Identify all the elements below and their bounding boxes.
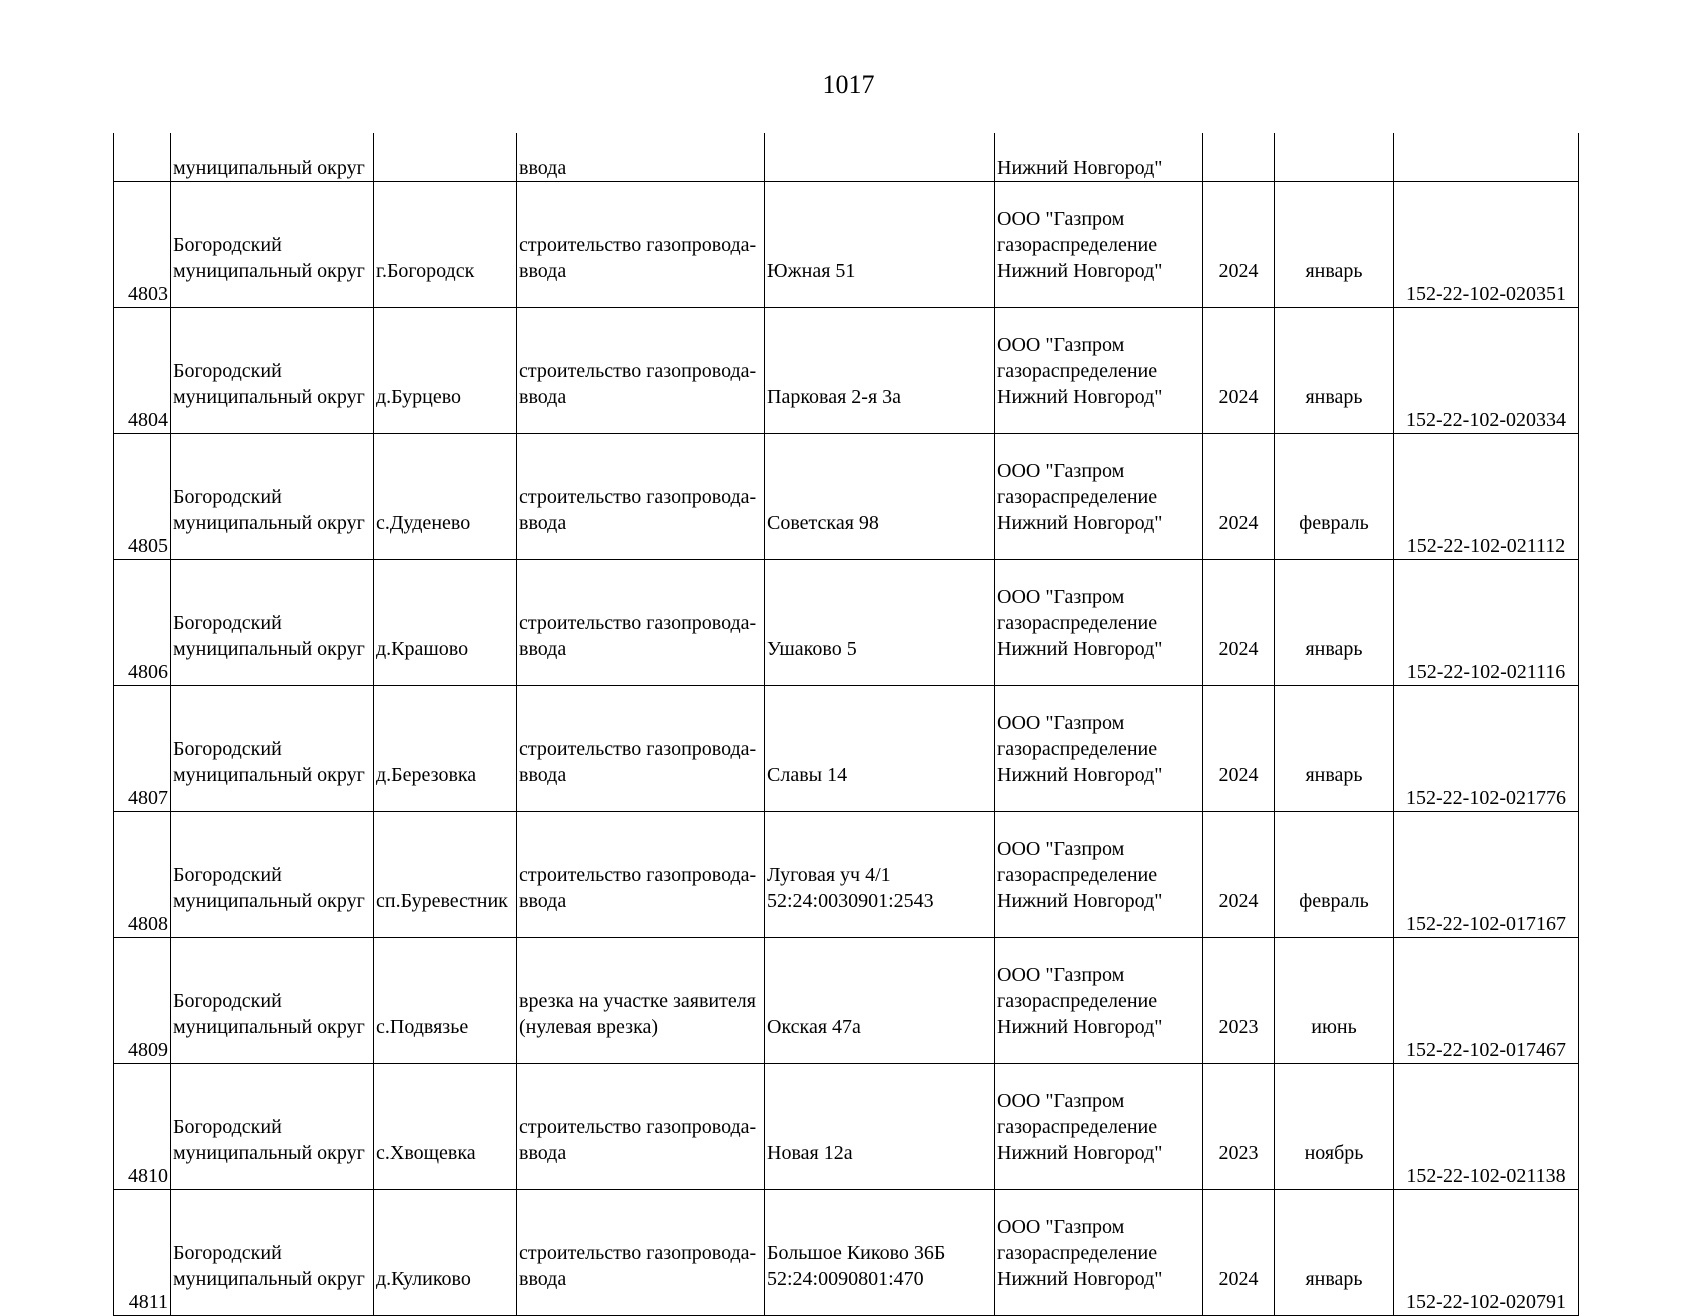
address-line: 52:24:0090801:470 (767, 1268, 924, 1290)
year-value: 2024 (1218, 638, 1259, 660)
cell-num (114, 686, 171, 812)
district-line: Богородский (173, 864, 282, 886)
cell-work (517, 1064, 765, 1190)
cell-org (995, 182, 1203, 308)
cell-year (1203, 434, 1275, 560)
year-value: 2024 (1218, 260, 1259, 282)
cell-code (1394, 434, 1579, 560)
address-line: Славы 14 (767, 764, 848, 786)
org-line: газораспределение (997, 738, 1158, 760)
org-line: газораспределение (997, 234, 1158, 256)
cell-address (765, 182, 995, 308)
org-line: газораспределение (997, 990, 1158, 1012)
cell-org: Нижний Новгород" (995, 133, 1203, 182)
settlement-name: д.Березовка (376, 764, 477, 786)
cell-work (517, 938, 765, 1064)
district-line: муниципальный округ (173, 890, 365, 912)
org-line: Нижний Новгород" (997, 764, 1163, 786)
district-line: Богородский (173, 990, 282, 1012)
row-number: 4808 (128, 913, 168, 935)
work-line: строительство газопровода- (519, 234, 757, 256)
cell-month (1275, 1190, 1394, 1316)
cell-district: муниципальный округ (171, 133, 374, 182)
district-line: Богородский (173, 486, 282, 508)
org-line: ООО "Газпром (997, 586, 1125, 608)
row-number: 4810 (128, 1165, 168, 1187)
month-value: январь (1305, 764, 1363, 786)
district-line: Богородский (173, 1116, 282, 1138)
work-line: ввода (519, 386, 567, 408)
cell-code (1394, 133, 1579, 182)
org-line: газораспределение (997, 612, 1158, 634)
cell-year (1203, 560, 1275, 686)
cell-settlement (374, 1064, 517, 1190)
year-value: 2024 (1218, 512, 1259, 534)
org-line: газораспределение (997, 1116, 1158, 1138)
settlement-name: сп.Буревестник (376, 890, 508, 912)
cell-district (171, 1190, 374, 1316)
month-value: январь (1305, 1268, 1363, 1290)
month-value: ноябрь (1304, 1142, 1364, 1164)
address-line: Окская 47а (767, 1016, 861, 1038)
cell-year (1203, 182, 1275, 308)
cell-settlement (374, 812, 517, 938)
cell-address (765, 1064, 995, 1190)
address-line: Большое Киково 36Б (767, 1242, 946, 1264)
registry-code: 152-22-102-021776 (1406, 787, 1566, 809)
cell-month (1275, 133, 1394, 182)
district-line: Богородский (173, 738, 282, 760)
work-line: ввода (519, 764, 567, 786)
registry-code: 152-22-102-020351 (1406, 283, 1566, 305)
month-value: январь (1305, 386, 1363, 408)
district-line: муниципальный округ (173, 386, 365, 408)
cell-address (765, 1190, 995, 1316)
org-line: Нижний Новгород" (997, 1016, 1163, 1038)
cell-address (765, 434, 995, 560)
cell-num (114, 182, 171, 308)
work-line: строительство газопровода- (519, 1116, 757, 1138)
registry-code: 152-22-102-021112 (1406, 535, 1566, 557)
registry-code: 152-22-102-021138 (1406, 1165, 1566, 1187)
year-value: 2024 (1218, 1268, 1259, 1290)
work-line: ввода (519, 512, 567, 534)
cell-month (1275, 182, 1394, 308)
org-line: газораспределение (997, 486, 1158, 508)
cell-district (171, 560, 374, 686)
district-line: муниципальный округ (173, 1268, 365, 1290)
cell-org (995, 434, 1203, 560)
cell-num (114, 1190, 171, 1316)
org-line: газораспределение (997, 360, 1158, 382)
registry-code: 152-22-102-020791 (1406, 1291, 1566, 1313)
cell-org (995, 1190, 1203, 1316)
cell-district (171, 434, 374, 560)
row-number: 4804 (128, 409, 168, 431)
org-line: ООО "Газпром (997, 208, 1125, 230)
cell-num (114, 812, 171, 938)
cell-code (1394, 182, 1579, 308)
cell-work (517, 686, 765, 812)
cell-year (1203, 938, 1275, 1064)
org-line: Нижний Новгород" (997, 512, 1163, 534)
address-line: Новая 12а (767, 1142, 853, 1164)
cell-district (171, 182, 374, 308)
cell-settlement (374, 560, 517, 686)
district-line: Богородский (173, 612, 282, 634)
row-number: 4807 (128, 787, 168, 809)
continuation-row (114, 133, 1579, 182)
work-line: ввода (519, 260, 567, 282)
org-line: ООО "Газпром (997, 964, 1125, 986)
cell-district (171, 938, 374, 1064)
cell-settlement (374, 133, 517, 182)
settlement-name: с.Хвощевка (376, 1142, 476, 1164)
org-line: Нижний Новгород" (997, 1268, 1163, 1290)
work-line: ввода (519, 1142, 567, 1164)
registry-table (113, 133, 1579, 1316)
work-line: строительство газопровода- (519, 612, 757, 634)
year-value: 2024 (1218, 386, 1259, 408)
registry-code: 152-22-102-017167 (1406, 913, 1566, 935)
cell-num (114, 308, 171, 434)
page-number: 1017 (822, 70, 875, 99)
cell-address (765, 812, 995, 938)
table-row (114, 1064, 1579, 1190)
district-line: муниципальный округ (173, 260, 365, 282)
cell-month (1275, 686, 1394, 812)
address-line: Южная 51 (767, 260, 856, 282)
org-line: ООО "Газпром (997, 1216, 1125, 1238)
org-line: ООО "Газпром (997, 838, 1125, 860)
row-number: 4809 (128, 1039, 168, 1061)
month-value: январь (1305, 260, 1363, 282)
month-value: февраль (1299, 512, 1369, 534)
cell-address (765, 308, 995, 434)
cell-month (1275, 1064, 1394, 1190)
cell-num (114, 938, 171, 1064)
cell-district (171, 1064, 374, 1190)
registry-code: 152-22-102-017467 (1406, 1039, 1566, 1061)
district-line: Богородский (173, 234, 282, 256)
org-line: Нижний Новгород" (997, 260, 1163, 282)
cell-work (517, 182, 765, 308)
district-line: муниципальный округ (173, 638, 365, 660)
cell-work (517, 1190, 765, 1316)
cell-settlement (374, 686, 517, 812)
work-line: ввода (519, 1268, 567, 1290)
cell-code (1394, 308, 1579, 434)
cell-work (517, 434, 765, 560)
org-line: газораспределение (997, 1242, 1158, 1264)
cell-settlement (374, 938, 517, 1064)
cell-month (1275, 560, 1394, 686)
table-row (114, 560, 1579, 686)
work-line: строительство газопровода- (519, 1242, 757, 1264)
cell-org (995, 812, 1203, 938)
cell-settlement (374, 308, 517, 434)
cell-settlement (374, 182, 517, 308)
cell-work (517, 812, 765, 938)
cell-year (1203, 686, 1275, 812)
cell-year (1203, 812, 1275, 938)
cell-address (765, 938, 995, 1064)
cell-org (995, 1064, 1203, 1190)
row-number: 4805 (128, 535, 168, 557)
table-row (114, 938, 1579, 1064)
cell-year (1203, 1190, 1275, 1316)
registry-code: 152-22-102-021116 (1406, 661, 1566, 683)
registry-code: 152-22-102-020334 (1406, 409, 1566, 431)
cell-num (114, 133, 171, 182)
settlement-name: с.Подвязье (376, 1016, 469, 1038)
cell-address (765, 686, 995, 812)
work-line: строительство газопровода- (519, 360, 757, 382)
cell-org (995, 308, 1203, 434)
cell-year (1203, 1064, 1275, 1190)
cell-code (1394, 1190, 1579, 1316)
work-line: ввода (519, 890, 567, 912)
row-number: 4811 (128, 1291, 168, 1313)
cell-month (1275, 812, 1394, 938)
table-row (114, 308, 1579, 434)
cell-num (114, 1064, 171, 1190)
district-line: муниципальный округ (173, 1016, 365, 1038)
cell-org (995, 560, 1203, 686)
district-line: муниципальный округ (173, 1142, 365, 1164)
cell-code (1394, 1064, 1579, 1190)
district-line: Богородский (173, 360, 282, 382)
month-value: февраль (1299, 890, 1369, 912)
cell-year (1203, 308, 1275, 434)
year-value: 2024 (1218, 764, 1259, 786)
cell-settlement (374, 434, 517, 560)
cell-month (1275, 938, 1394, 1064)
district-line: Богородский (173, 1242, 282, 1264)
work-line: строительство газопровода- (519, 486, 757, 508)
cell-code (1394, 686, 1579, 812)
cell-org (995, 938, 1203, 1064)
table-row (114, 812, 1579, 938)
year-value: 2023 (1218, 1142, 1259, 1164)
cell-org (995, 686, 1203, 812)
table-row (114, 182, 1579, 308)
settlement-name: с.Дуденево (376, 512, 471, 534)
work-line: ввода (519, 638, 567, 660)
address-line: Ушаково 5 (767, 638, 857, 660)
cell-code (1394, 812, 1579, 938)
cell-district (171, 686, 374, 812)
cell-code (1394, 560, 1579, 686)
work-line: (нулевая врезка) (519, 1016, 659, 1038)
district-line: муниципальный округ (173, 764, 365, 786)
table-row (114, 434, 1579, 560)
org-line: газораспределение (997, 864, 1158, 886)
cell-district (171, 308, 374, 434)
settlement-name: д.Бурцево (376, 386, 462, 408)
address-line: Советская 98 (767, 512, 879, 534)
address-line: Луговая уч 4/1 (767, 864, 891, 886)
cell-num (114, 434, 171, 560)
cell-address (765, 133, 995, 182)
district-line: муниципальный округ (173, 512, 365, 534)
row-number: 4803 (128, 283, 168, 305)
cell-work (517, 308, 765, 434)
work-line: строительство газопровода- (519, 864, 757, 886)
address-line: 52:24:0030901:2543 (767, 890, 934, 912)
year-value: 2024 (1218, 890, 1259, 912)
cell-work: ввода (517, 133, 765, 182)
cell-work (517, 560, 765, 686)
settlement-name: д.Крашово (376, 638, 469, 660)
org-line: Нижний Новгород" (997, 638, 1163, 660)
row-number: 4806 (128, 661, 168, 683)
settlement-name: г.Богородск (376, 260, 475, 282)
address-line: Парковая 2-я 3а (767, 386, 902, 408)
cell-month (1275, 434, 1394, 560)
cell-address (765, 560, 995, 686)
year-value: 2023 (1218, 1016, 1259, 1038)
org-line: ООО "Газпром (997, 334, 1125, 356)
table-row (114, 1190, 1579, 1316)
settlement-name: д.Куликово (376, 1268, 471, 1290)
work-line: врезка на участке заявителя (519, 990, 756, 1012)
cell-settlement (374, 1190, 517, 1316)
org-line: ООО "Газпром (997, 712, 1125, 734)
month-value: июнь (1311, 1016, 1357, 1038)
work-line: строительство газопровода- (519, 738, 757, 760)
org-line: Нижний Новгород" (997, 890, 1163, 912)
cell-month (1275, 308, 1394, 434)
org-line: Нижний Новгород" (997, 386, 1163, 408)
org-line: ООО "Газпром (997, 1090, 1125, 1112)
table-row (114, 686, 1579, 812)
org-line: Нижний Новгород" (997, 1142, 1163, 1164)
cell-year (1203, 133, 1275, 182)
org-line: ООО "Газпром (997, 460, 1125, 482)
month-value: январь (1305, 638, 1363, 660)
cell-district (171, 812, 374, 938)
cell-code (1394, 938, 1579, 1064)
cell-num (114, 560, 171, 686)
